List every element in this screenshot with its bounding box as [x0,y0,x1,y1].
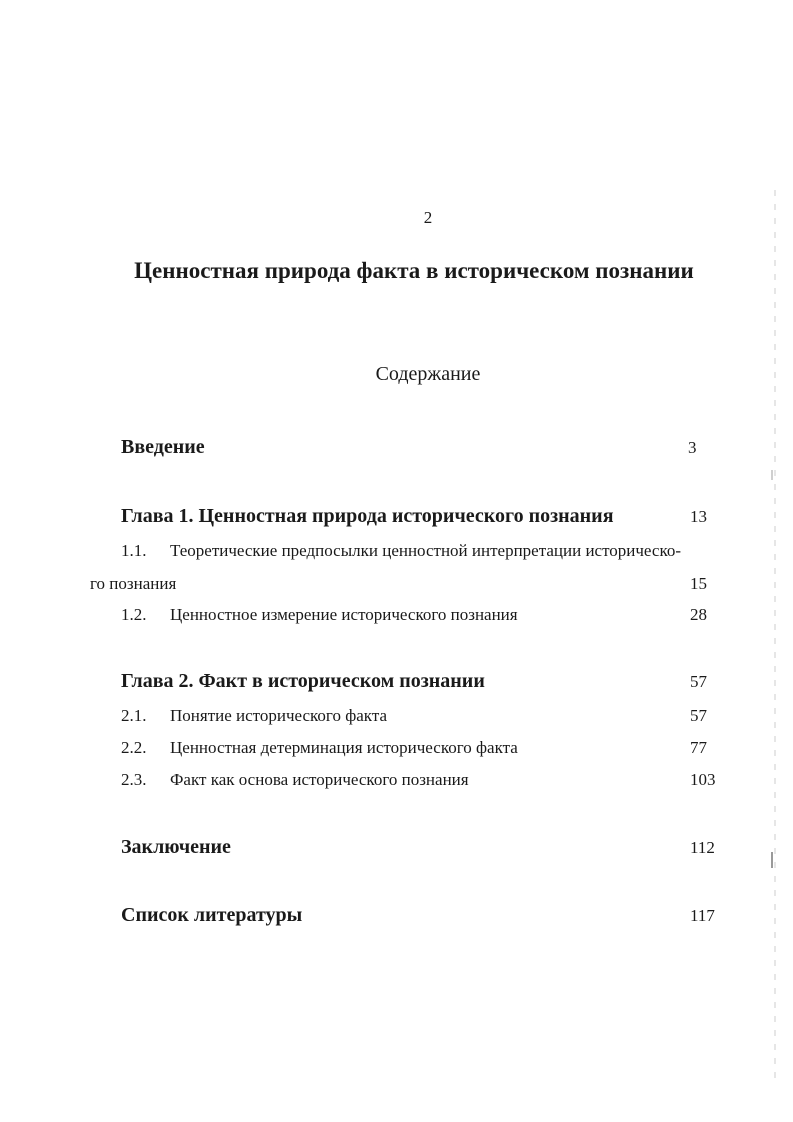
toc-section-number: 1.1. [121,541,147,560]
contents-heading: Содержание [375,363,481,385]
toc-section-label-continued: го познания [90,574,177,593]
toc-section-page: 15 [690,574,707,593]
toc-section-page: 57 [690,706,707,725]
scan-edge-artifact [774,190,776,1080]
toc-chapter1-label: Глава 1. Ценностная природа исторического познания [121,505,614,527]
toc-section-label: Ценностная детерминация исторического факта [170,738,518,757]
toc-section-label: Факт как основа исторического познания [170,770,469,789]
toc-section-number: 2.3. [121,770,147,789]
scan-mark-artifact [771,852,773,868]
toc-section-page: 77 [690,738,707,757]
toc-section-page: 28 [690,605,707,624]
toc-section-label: Теоретические предпосылки ценностной интерпретации историческо- [170,541,682,560]
toc-chapter2-label: Глава 2. Факт в историческом познании [121,670,485,692]
toc-section-number: 1.2. [121,605,147,624]
toc-section-number: 2.2. [121,738,147,757]
toc-bibliography-label: Список литературы [121,904,303,926]
toc-chapter1-page: 13 [690,507,707,526]
toc-section-label: Понятие исторического факта [170,706,387,725]
toc-conclusion-page: 112 [690,838,715,857]
page-title: Ценностная природа факта в историческом познании [134,258,694,283]
scan-mark-artifact [771,470,773,480]
toc-chapter2-page: 57 [690,672,707,691]
toc-section-number: 2.1. [121,706,147,725]
toc-bibliography-page: 117 [690,906,715,925]
toc-conclusion-label: Заключение [121,836,231,858]
toc-introduction-label: Введение [121,436,205,458]
toc-section-label: Ценностное измерение исторического познания [170,605,518,624]
toc-introduction-page: 3 [688,438,697,457]
toc-section-page: 103 [690,770,716,789]
page-number: 2 [423,208,433,227]
